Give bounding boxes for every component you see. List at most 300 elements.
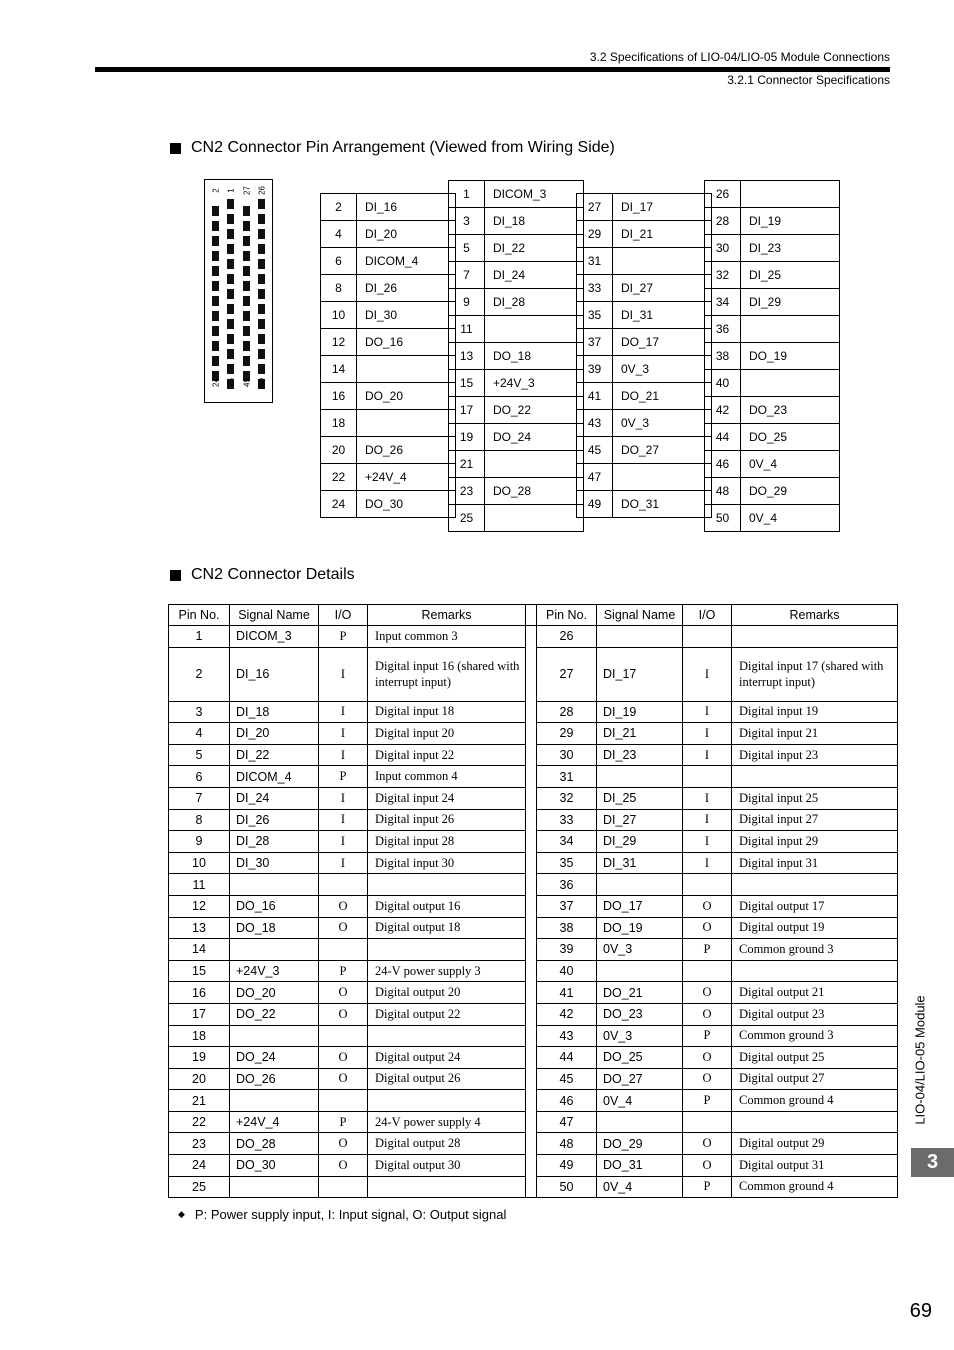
pin-signal: DO_16 bbox=[357, 329, 456, 356]
remarks-cell: Digital output 24 bbox=[368, 1047, 526, 1069]
table-gap bbox=[526, 1155, 537, 1177]
pin-number: 22 bbox=[321, 464, 357, 491]
pin-number: 33 bbox=[577, 275, 613, 302]
pin-grid-row bbox=[321, 437, 456, 464]
signal-name-cell: DI_23 bbox=[597, 744, 683, 766]
io-cell: O bbox=[319, 1155, 368, 1177]
signal-name-cell bbox=[597, 626, 683, 648]
pin-signal bbox=[357, 356, 456, 383]
connector-pin bbox=[243, 326, 250, 336]
io-cell: I bbox=[683, 723, 732, 745]
connector-pin bbox=[227, 199, 234, 209]
pin-signal: DI_23 bbox=[741, 235, 840, 262]
table-row bbox=[169, 960, 898, 982]
io-cell: O bbox=[683, 982, 732, 1004]
signal-name-cell bbox=[230, 1176, 319, 1198]
pin-grid-row bbox=[321, 221, 456, 248]
table-gap bbox=[526, 939, 537, 961]
pin-signal: DO_30 bbox=[357, 491, 456, 518]
pin-signal: DI_17 bbox=[613, 194, 712, 221]
io-cell bbox=[683, 1111, 732, 1133]
pin-number: 14 bbox=[321, 356, 357, 383]
io-cell: I bbox=[319, 809, 368, 831]
pin-signal bbox=[613, 248, 712, 275]
table-gap bbox=[526, 895, 537, 917]
table-row bbox=[169, 1111, 898, 1133]
pin-grid-column-1 bbox=[320, 193, 456, 518]
header-remarks: Remarks bbox=[732, 605, 898, 626]
pin-no-cell: 15 bbox=[169, 960, 230, 982]
pin-grid-column-2 bbox=[448, 180, 584, 532]
pin-grid-row bbox=[705, 343, 840, 370]
pin-number: 41 bbox=[577, 383, 613, 410]
io-cell: O bbox=[683, 895, 732, 917]
header-remarks: Remarks bbox=[368, 605, 526, 626]
remarks-cell bbox=[368, 874, 526, 896]
pin-no-cell: 36 bbox=[537, 874, 597, 896]
pin-label-top: 27 bbox=[242, 186, 252, 195]
table-row bbox=[169, 809, 898, 831]
pin-number: 23 bbox=[449, 478, 485, 505]
signal-name-cell: DO_17 bbox=[597, 895, 683, 917]
io-cell bbox=[319, 1025, 368, 1047]
io-cell: P bbox=[683, 1090, 732, 1112]
table-gap bbox=[526, 1068, 537, 1090]
header-section-title: 3.2 Specifications of LIO-04/LIO-05 Module Connections bbox=[589, 50, 890, 64]
table-row bbox=[169, 1068, 898, 1090]
pin-signal: DO_28 bbox=[485, 478, 584, 505]
remarks-cell bbox=[368, 1025, 526, 1047]
pin-label-top: 26 bbox=[257, 186, 267, 195]
pin-number: 8 bbox=[321, 275, 357, 302]
signal-name-cell: DI_28 bbox=[230, 831, 319, 853]
remarks-cell: Digital output 29 bbox=[732, 1133, 898, 1155]
connector-pin bbox=[212, 251, 219, 261]
pin-label-bottom: 25 bbox=[226, 378, 236, 387]
signal-name-cell: 0V_4 bbox=[597, 1090, 683, 1112]
pin-grid-row bbox=[321, 356, 456, 383]
table-gap bbox=[526, 744, 537, 766]
signal-name-cell: DO_19 bbox=[597, 917, 683, 939]
connector-pin bbox=[258, 244, 265, 254]
pin-grid-row bbox=[321, 275, 456, 302]
pin-number: 26 bbox=[705, 181, 741, 208]
pin-grid-row bbox=[705, 424, 840, 451]
table-gap bbox=[526, 605, 537, 626]
pin-signal: DO_31 bbox=[613, 491, 712, 518]
signal-name-cell: DO_22 bbox=[230, 1003, 319, 1025]
connector-pin bbox=[212, 266, 219, 276]
pin-grid-row bbox=[577, 491, 712, 518]
remarks-cell: Digital input 16 (shared with interrupt input) bbox=[368, 647, 526, 701]
remarks-cell: Common ground 4 bbox=[732, 1176, 898, 1198]
table-row bbox=[169, 1047, 898, 1069]
io-cell: O bbox=[683, 917, 732, 939]
pin-number: 6 bbox=[321, 248, 357, 275]
table-row bbox=[169, 701, 898, 723]
footnote-text: P: Power supply input, I: Input signal, O: Output signal bbox=[194, 1207, 507, 1222]
signal-name-cell: DO_28 bbox=[230, 1133, 319, 1155]
connector-pin bbox=[258, 259, 265, 269]
pin-grid-row bbox=[321, 329, 456, 356]
pin-no-cell: 37 bbox=[537, 895, 597, 917]
pin-signal: DO_21 bbox=[613, 383, 712, 410]
connector-pin bbox=[212, 221, 219, 231]
table-gap bbox=[526, 787, 537, 809]
signal-name-cell: DI_24 bbox=[230, 787, 319, 809]
connector-pin bbox=[243, 296, 250, 306]
remarks-cell: Input common 3 bbox=[368, 626, 526, 648]
pin-number: 49 bbox=[577, 491, 613, 518]
pin-no-cell: 13 bbox=[169, 917, 230, 939]
header-signal-name: Signal Name bbox=[597, 605, 683, 626]
table-gap bbox=[526, 874, 537, 896]
remarks-cell: Digital input 29 bbox=[732, 831, 898, 853]
io-cell: O bbox=[683, 1133, 732, 1155]
bullet-icon: ◆ bbox=[178, 1209, 185, 1219]
table-row bbox=[169, 1025, 898, 1047]
table-row bbox=[169, 1003, 898, 1025]
pin-grid-row bbox=[577, 356, 712, 383]
signal-name-cell: DI_25 bbox=[597, 787, 683, 809]
pin-grid-row bbox=[449, 262, 584, 289]
pin-grid-row bbox=[449, 397, 584, 424]
pin-number: 40 bbox=[705, 370, 741, 397]
details-heading bbox=[170, 566, 355, 584]
pin-no-cell: 48 bbox=[537, 1133, 597, 1155]
pin-number: 3 bbox=[449, 208, 485, 235]
pin-grid-row bbox=[577, 437, 712, 464]
pin-no-cell: 3 bbox=[169, 701, 230, 723]
remarks-cell: Digital input 17 (shared with interrupt input) bbox=[732, 647, 898, 701]
pin-grid-row bbox=[321, 464, 456, 491]
pin-number: 17 bbox=[449, 397, 485, 424]
pin-grid-row bbox=[449, 316, 584, 343]
pin-grid-row bbox=[449, 289, 584, 316]
pin-signal: DO_26 bbox=[357, 437, 456, 464]
pin-grid-row bbox=[705, 289, 840, 316]
pin-no-cell: 17 bbox=[169, 1003, 230, 1025]
signal-name-cell: DI_16 bbox=[230, 647, 319, 701]
pin-no-cell: 50 bbox=[537, 1176, 597, 1198]
pin-no-cell: 47 bbox=[537, 1111, 597, 1133]
connector-pin bbox=[227, 349, 234, 359]
pin-number: 47 bbox=[577, 464, 613, 491]
pin-no-cell: 24 bbox=[169, 1155, 230, 1177]
signal-name-cell: +24V_3 bbox=[230, 960, 319, 982]
remarks-cell: Digital input 18 bbox=[368, 701, 526, 723]
pin-signal: 0V_4 bbox=[741, 505, 840, 532]
connector-pin bbox=[258, 349, 265, 359]
remarks-cell: Input common 4 bbox=[368, 766, 526, 788]
signal-name-cell: DO_30 bbox=[230, 1155, 319, 1177]
pin-signal bbox=[357, 410, 456, 437]
table-row bbox=[169, 766, 898, 788]
pin-number: 29 bbox=[577, 221, 613, 248]
pin-number: 19 bbox=[449, 424, 485, 451]
pin-grid-row bbox=[449, 235, 584, 262]
pin-number: 43 bbox=[577, 410, 613, 437]
pin-arrangement-title: CN2 Connector Pin Arrangement (Viewed from Wiring Side) bbox=[191, 139, 615, 156]
connector-pin bbox=[212, 206, 219, 216]
pin-signal: DO_19 bbox=[741, 343, 840, 370]
table-gap bbox=[526, 960, 537, 982]
remarks-cell: Digital input 23 bbox=[732, 744, 898, 766]
io-cell: I bbox=[683, 701, 732, 723]
io-cell: P bbox=[683, 939, 732, 961]
connector-pin bbox=[258, 334, 265, 344]
pin-grid-row bbox=[321, 491, 456, 518]
pin-no-cell: 4 bbox=[169, 723, 230, 745]
io-cell: I bbox=[683, 787, 732, 809]
pin-number: 31 bbox=[577, 248, 613, 275]
io-cell: O bbox=[319, 1133, 368, 1155]
connector-pin bbox=[227, 319, 234, 329]
pin-no-cell: 14 bbox=[169, 939, 230, 961]
pin-signal: DI_30 bbox=[357, 302, 456, 329]
table-row bbox=[169, 1090, 898, 1112]
connector-pin bbox=[227, 364, 234, 374]
pin-signal: DICOM_4 bbox=[357, 248, 456, 275]
io-cell: P bbox=[319, 766, 368, 788]
table-gap bbox=[526, 1176, 537, 1198]
signal-name-cell bbox=[230, 1025, 319, 1047]
remarks-cell: Digital output 22 bbox=[368, 1003, 526, 1025]
table-gap bbox=[526, 1047, 537, 1069]
signal-name-cell: DI_17 bbox=[597, 647, 683, 701]
pin-number: 20 bbox=[321, 437, 357, 464]
io-cell: I bbox=[319, 831, 368, 853]
pin-number: 37 bbox=[577, 329, 613, 356]
remarks-cell bbox=[732, 766, 898, 788]
connector-pin bbox=[258, 364, 265, 374]
square-bullet-icon bbox=[170, 143, 181, 154]
signal-name-cell bbox=[597, 766, 683, 788]
io-cell bbox=[319, 874, 368, 896]
remarks-cell: Common ground 3 bbox=[732, 1025, 898, 1047]
signal-name-cell bbox=[597, 1111, 683, 1133]
io-cell: I bbox=[319, 723, 368, 745]
pin-no-cell: 26 bbox=[537, 626, 597, 648]
connector-pin bbox=[243, 266, 250, 276]
remarks-cell: Digital output 26 bbox=[368, 1068, 526, 1090]
pin-grid-row bbox=[705, 208, 840, 235]
remarks-cell: Digital input 21 bbox=[732, 723, 898, 745]
connector-pin bbox=[227, 274, 234, 284]
details-title: CN2 Connector Details bbox=[191, 566, 355, 583]
table-gap bbox=[526, 1133, 537, 1155]
table-gap bbox=[526, 831, 537, 853]
pin-signal bbox=[613, 464, 712, 491]
pin-number: 2 bbox=[321, 194, 357, 221]
pin-grid-row bbox=[577, 329, 712, 356]
connector-pin bbox=[212, 341, 219, 351]
pin-signal: 0V_3 bbox=[613, 410, 712, 437]
signal-name-cell: DI_21 bbox=[597, 723, 683, 745]
connector-pin bbox=[227, 229, 234, 239]
pin-number: 32 bbox=[705, 262, 741, 289]
pin-no-cell: 5 bbox=[169, 744, 230, 766]
pin-signal: DI_26 bbox=[357, 275, 456, 302]
signal-name-cell: DO_25 bbox=[597, 1047, 683, 1069]
connector-pin bbox=[227, 289, 234, 299]
signal-name-cell: DO_21 bbox=[597, 982, 683, 1004]
io-cell bbox=[683, 960, 732, 982]
io-cell: P bbox=[319, 960, 368, 982]
pin-grid-row bbox=[577, 194, 712, 221]
pin-signal: DI_24 bbox=[485, 262, 584, 289]
signal-name-cell: DO_31 bbox=[597, 1155, 683, 1177]
pin-grid-column-3 bbox=[576, 193, 712, 518]
pin-number: 5 bbox=[449, 235, 485, 262]
pin-grid-row bbox=[577, 383, 712, 410]
pin-signal bbox=[741, 316, 840, 343]
connector-pin bbox=[212, 326, 219, 336]
table-gap bbox=[526, 766, 537, 788]
connector-pin bbox=[258, 289, 265, 299]
pin-signal: DI_19 bbox=[741, 208, 840, 235]
header-io: I/O bbox=[683, 605, 732, 626]
pin-grid-row bbox=[705, 181, 840, 208]
table-gap bbox=[526, 917, 537, 939]
remarks-cell: Digital input 20 bbox=[368, 723, 526, 745]
pin-no-cell: 40 bbox=[537, 960, 597, 982]
signal-name-cell: DI_22 bbox=[230, 744, 319, 766]
pin-number: 12 bbox=[321, 329, 357, 356]
pin-label-bottom: 50 bbox=[257, 378, 267, 387]
signal-name-cell: DI_26 bbox=[230, 809, 319, 831]
io-cell: I bbox=[683, 647, 732, 701]
remarks-cell: Digital input 22 bbox=[368, 744, 526, 766]
signal-name-cell bbox=[230, 939, 319, 961]
pin-signal: DO_27 bbox=[613, 437, 712, 464]
pin-no-cell: 33 bbox=[537, 809, 597, 831]
io-cell: I bbox=[683, 809, 732, 831]
io-cell bbox=[683, 626, 732, 648]
connector-pin bbox=[227, 214, 234, 224]
pin-number: 46 bbox=[705, 451, 741, 478]
remarks-cell: 24-V power supply 3 bbox=[368, 960, 526, 982]
table-row bbox=[169, 895, 898, 917]
pin-grid-row bbox=[577, 221, 712, 248]
pin-grid-row bbox=[705, 478, 840, 505]
pin-number: 7 bbox=[449, 262, 485, 289]
io-cell: I bbox=[319, 787, 368, 809]
pin-number: 13 bbox=[449, 343, 485, 370]
remarks-cell: Digital output 31 bbox=[732, 1155, 898, 1177]
pin-no-cell: 12 bbox=[169, 895, 230, 917]
table-gap bbox=[526, 852, 537, 874]
remarks-cell: Digital input 30 bbox=[368, 852, 526, 874]
signal-name-cell: DO_20 bbox=[230, 982, 319, 1004]
connector-pin bbox=[212, 296, 219, 306]
io-cell: O bbox=[319, 1003, 368, 1025]
pin-grid-row bbox=[321, 248, 456, 275]
pin-grid-row bbox=[705, 235, 840, 262]
pin-signal: DO_18 bbox=[485, 343, 584, 370]
connector-face-diagram bbox=[204, 179, 273, 403]
pin-number: 44 bbox=[705, 424, 741, 451]
remarks-cell bbox=[368, 1176, 526, 1198]
remarks-cell: Digital output 28 bbox=[368, 1133, 526, 1155]
pin-grid-row bbox=[449, 424, 584, 451]
io-cell bbox=[319, 1090, 368, 1112]
header-io: I/O bbox=[319, 605, 368, 626]
pin-number: 18 bbox=[321, 410, 357, 437]
signal-name-cell bbox=[597, 874, 683, 896]
signal-name-cell: 0V_4 bbox=[597, 1176, 683, 1198]
signal-name-cell: DI_18 bbox=[230, 701, 319, 723]
pin-number: 16 bbox=[321, 383, 357, 410]
connector-pin bbox=[258, 319, 265, 329]
signal-name-cell: DI_29 bbox=[597, 831, 683, 853]
connector-pin bbox=[243, 311, 250, 321]
header-signal-name: Signal Name bbox=[230, 605, 319, 626]
pin-grid-row bbox=[449, 505, 584, 532]
pin-grid-row bbox=[577, 275, 712, 302]
remarks-cell: Digital input 27 bbox=[732, 809, 898, 831]
pin-number: 9 bbox=[449, 289, 485, 316]
remarks-cell: Digital output 23 bbox=[732, 1003, 898, 1025]
connector-pin bbox=[227, 304, 234, 314]
connector-pin bbox=[227, 334, 234, 344]
signal-name-cell: DO_27 bbox=[597, 1068, 683, 1090]
signal-name-cell: DI_27 bbox=[597, 809, 683, 831]
connector-pin bbox=[243, 251, 250, 261]
pin-number: 1 bbox=[449, 181, 485, 208]
pin-signal bbox=[741, 181, 840, 208]
io-cell: P bbox=[319, 626, 368, 648]
pin-no-cell: 45 bbox=[537, 1068, 597, 1090]
pin-signal: +24V_3 bbox=[485, 370, 584, 397]
header-subsection-title: 3.2.1 Connector Specifications bbox=[727, 73, 890, 87]
header-rule bbox=[95, 67, 890, 72]
pin-signal: DO_17 bbox=[613, 329, 712, 356]
pin-no-cell: 6 bbox=[169, 766, 230, 788]
pin-number: 30 bbox=[705, 235, 741, 262]
table-gap bbox=[526, 647, 537, 701]
pin-no-cell: 43 bbox=[537, 1025, 597, 1047]
pin-number: 39 bbox=[577, 356, 613, 383]
pin-grid-row bbox=[449, 370, 584, 397]
signal-name-cell bbox=[230, 874, 319, 896]
pin-signal bbox=[485, 505, 584, 532]
pin-no-cell: 38 bbox=[537, 917, 597, 939]
pin-no-cell: 2 bbox=[169, 647, 230, 701]
pin-signal: DI_28 bbox=[485, 289, 584, 316]
io-cell: I bbox=[319, 701, 368, 723]
io-cell: I bbox=[683, 831, 732, 853]
pin-signal: 0V_3 bbox=[613, 356, 712, 383]
pin-label-bottom: 49 bbox=[242, 378, 252, 387]
pin-grid-row bbox=[449, 208, 584, 235]
remarks-cell: 24-V power supply 4 bbox=[368, 1111, 526, 1133]
pin-no-cell: 22 bbox=[169, 1111, 230, 1133]
pin-label-bottom: 24 bbox=[211, 378, 221, 387]
pin-grid-column-4 bbox=[704, 180, 840, 532]
signal-name-cell: DO_18 bbox=[230, 917, 319, 939]
pin-signal: DI_25 bbox=[741, 262, 840, 289]
pin-number: 4 bbox=[321, 221, 357, 248]
pin-number: 21 bbox=[449, 451, 485, 478]
table-row bbox=[169, 1155, 898, 1177]
pin-signal: DO_29 bbox=[741, 478, 840, 505]
pin-grid-row bbox=[705, 451, 840, 478]
pin-signal: DI_27 bbox=[613, 275, 712, 302]
table-row bbox=[169, 852, 898, 874]
table-gap bbox=[526, 1090, 537, 1112]
pin-grid-row bbox=[705, 262, 840, 289]
